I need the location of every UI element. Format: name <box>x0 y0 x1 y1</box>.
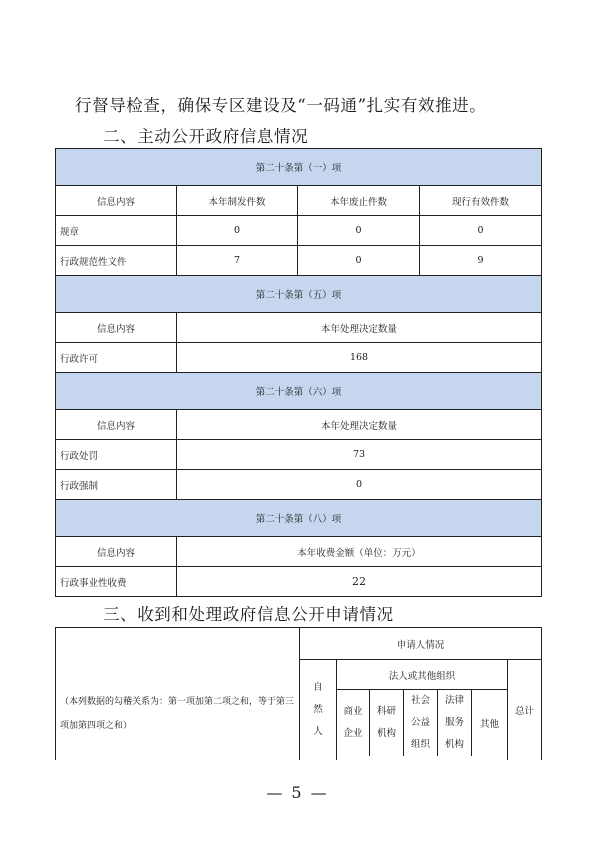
table-cell: 0 <box>177 470 542 500</box>
band-row <box>56 276 542 313</box>
header-cell: 信息内容 <box>56 537 177 567</box>
table-row <box>56 628 542 660</box>
relation-note-cell <box>56 628 300 761</box>
sub-header-research: 科研机构 <box>370 690 404 757</box>
applicant-situation-header: 申请人情况 <box>300 628 542 660</box>
table-row <box>56 343 542 373</box>
total-header: 总计 <box>508 660 542 761</box>
natural-person-header: 自然人 <box>300 660 337 761</box>
row-label: 行政处罚 <box>56 440 177 470</box>
proactive-disclosure-table <box>55 148 542 597</box>
table-cell: 73 <box>177 440 542 470</box>
row-label: 规章 <box>56 216 177 246</box>
header-cell: 现行有效件数 <box>420 186 542 216</box>
header-row <box>56 537 542 567</box>
table-cell: 0 <box>298 246 420 276</box>
header-cell: 本年制发件数 <box>177 186 298 216</box>
header-cell: 本年废止件数 <box>298 186 420 216</box>
table-cell: 0 <box>177 216 298 246</box>
sub-header-legal-service: 法律服务机构 <box>438 690 472 757</box>
spacer-cell <box>337 756 508 760</box>
sub-header-commercial: 商业企业 <box>337 690 370 757</box>
band-article-20-6: 第二十条第（六）项 <box>56 373 542 410</box>
table-cell: 22 <box>177 567 542 597</box>
section-2-heading: 二、主动公开政府信息情况 <box>103 127 309 146</box>
band-row <box>56 149 542 186</box>
header-cell: 信息内容 <box>56 186 177 216</box>
row-label: 行政规范性文件 <box>56 246 177 276</box>
legal-org-header: 法人或其他组织 <box>337 660 508 690</box>
band-row <box>56 373 542 410</box>
band-row <box>56 500 542 537</box>
page-number: — 5 — <box>266 783 329 802</box>
sub-header-other: 其他 <box>472 690 508 757</box>
header-row <box>56 186 542 216</box>
band-article-20-5: 第二十条第（五）项 <box>56 276 542 313</box>
table-row <box>56 440 542 470</box>
relation-note: （本列数据的勾稽关系为：第一项加第二项之和，等于第三项加第四项之和） <box>60 697 295 731</box>
header-cell: 本年处理决定数量 <box>177 410 542 440</box>
table-row <box>56 246 542 276</box>
row-label: 行政强制 <box>56 470 177 500</box>
table-row <box>56 470 542 500</box>
table-cell: 168 <box>177 343 542 373</box>
table-cell: 7 <box>177 246 298 276</box>
table-cell: 0 <box>298 216 420 246</box>
application-table <box>55 627 542 760</box>
header-cell: 信息内容 <box>56 410 177 440</box>
sub-header-public-welfare: 社会公益组织 <box>404 690 438 757</box>
header-cell: 本年处理决定数量 <box>177 313 542 343</box>
table-cell: 0 <box>420 216 542 246</box>
header-cell: 本年收费金额（单位：万元） <box>177 537 542 567</box>
table-cell: 9 <box>420 246 542 276</box>
intro-paragraph-line: 行督导检查，确保专区建设及“一码通”扎实有效推进。 <box>75 96 487 115</box>
header-row <box>56 313 542 343</box>
row-label: 行政事业性收费 <box>56 567 177 597</box>
section-3-heading: 三、收到和处理政府信息公开申请情况 <box>103 605 394 624</box>
table-row <box>56 216 542 246</box>
band-article-20-8: 第二十条第（八）项 <box>56 500 542 537</box>
table-row <box>56 567 542 597</box>
row-label: 行政许可 <box>56 343 177 373</box>
header-cell: 信息内容 <box>56 313 177 343</box>
band-article-20-1: 第二十条第（一）项 <box>56 149 542 186</box>
header-row <box>56 410 542 440</box>
